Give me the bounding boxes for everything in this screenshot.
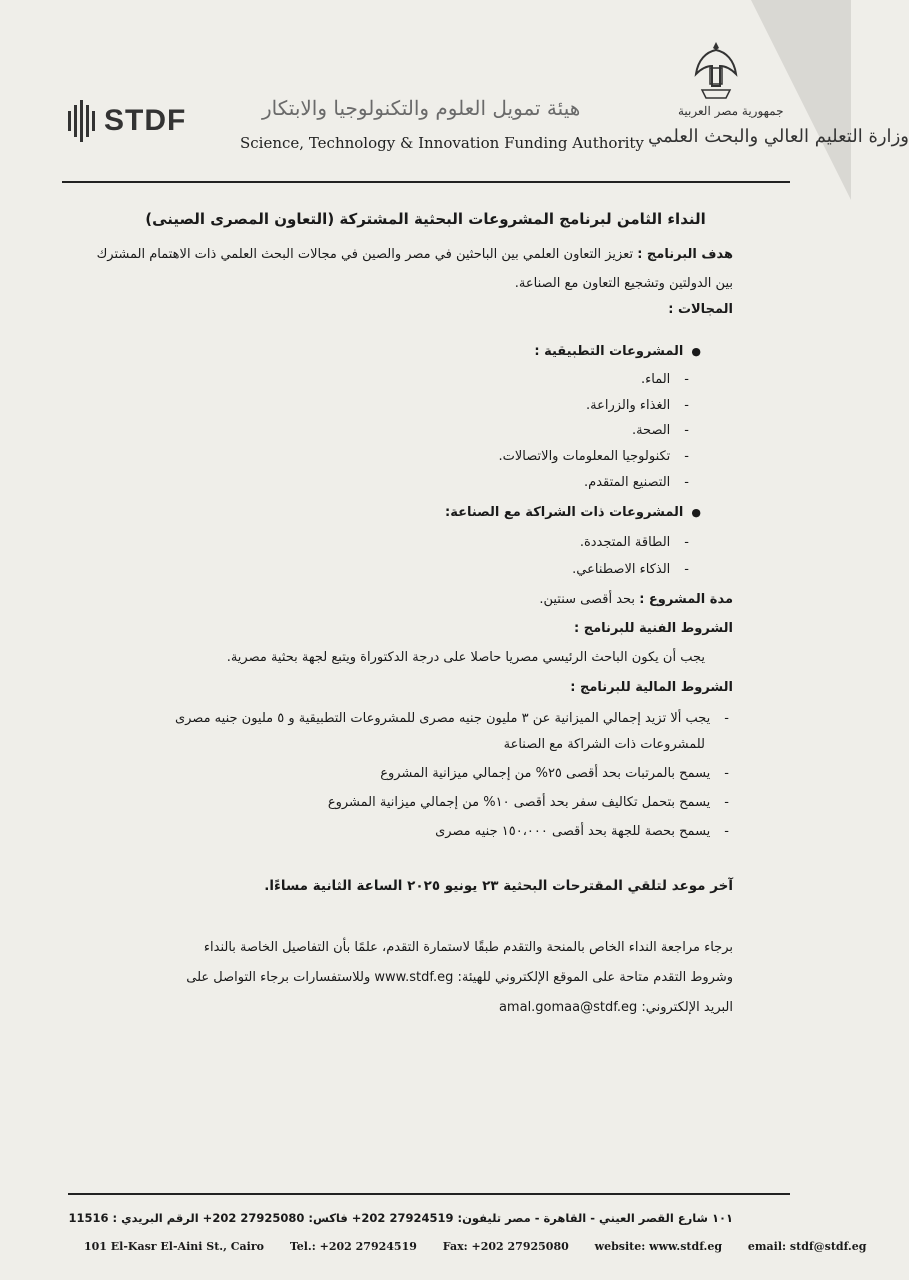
note-line: وشروط التقدم متاحة على الموقع الإلكتروني للهيئة: www.stdf.eg وللاستفسارات برجاء التواصل على <box>186 970 733 985</box>
authority-arabic-name: هيئة تمويل العلوم والتكنولوجيا والابتكار <box>262 96 581 120</box>
list-item: - يسمح بحصة للجهة بحد أقصى ١٥٠،٠٠٠ جنيه مصرى <box>435 824 729 839</box>
call-title: النداء الثامن لبرنامج المشروعات البحثية المشتركة (التعاون المصرى الصينى) <box>145 210 706 228</box>
fields-label: المجالات : <box>668 302 733 317</box>
list-item: - الطاقة المتجددة. <box>580 535 689 550</box>
list-item: - يسمح بتحمل تكاليف سفر بحد أقصى ١٠% من إجمالي ميزانية المشروع <box>328 795 729 810</box>
footer-address: 101 El-Kasr El-Aini St., Cairo <box>84 1240 264 1253</box>
republic-label: جمهورية مصر العربية <box>678 104 784 118</box>
list-item-cont: للمشروعات ذات الشراكة مع الصناعة <box>503 737 705 752</box>
footer-divider <box>68 1193 790 1195</box>
list-item: - الغذاء والزراعة. <box>586 398 689 413</box>
duration-label: مدة المشروع : <box>639 592 733 607</box>
logo-text: STDF <box>104 104 187 137</box>
note-line: برجاء مراجعة النداء الخاص بالمنحة والتقدم طبقًا لاستمارة التقدم، علمًا بأن التفاصيل الخاصة بالنداء <box>203 940 733 955</box>
technical-conditions-text: يجب أن يكون الباحث الرئيسي مصريا حاصلا على درجة الدكتوراة ويتبع لجهة بحثية مصرية. <box>226 650 705 665</box>
stdf-logo <box>68 98 186 144</box>
stdf-mark-icon <box>68 98 98 144</box>
goal-label: هدف البرنامج : <box>637 247 733 262</box>
goal-text-cont: بين الدولتين وتشجيع التعاون مع الصناعة. <box>514 276 733 291</box>
list-item: - تكنولوجيا المعلومات والاتصالات. <box>499 449 689 464</box>
list-item: - يجب ألا تزيد إجمالي الميزانية عن ٣ مليون جنيه مصرى للمشروعات التطبيقية و ٥ مليون جنيه مصرى <box>175 711 729 726</box>
list-item: - الذكاء الاصطناعي. <box>572 562 689 577</box>
financial-conditions-label: الشروط المالية للبرنامج : <box>570 680 733 695</box>
deadline: آخر موعد لتلقي المقترحات البحثية ٢٣ يونيو ٢٠٢٥ الساعة الثانية مساءًا. <box>264 878 733 894</box>
page-fold <box>751 0 851 200</box>
footer-arabic-address: ١٠١ شارع القصر العيني - القاهرة - مصر تليفون: 27924519 202+ فاكس: 27925080 202+ الرقم البريدي : 11516 <box>68 1211 733 1225</box>
list-item: - الصحة. <box>632 423 689 438</box>
applied-projects-heading: ● المشروعات التطبيقية : <box>534 344 701 359</box>
authority-english-name: Science, Technology & Innovation Funding Authority <box>240 134 644 152</box>
footer-tel: Tel.: +202 27924519 <box>289 1240 417 1253</box>
goal-line <box>97 247 733 262</box>
list-item: - الماء. <box>641 372 689 387</box>
list-item: - يسمح بالمرتبات بحد أقصى ٢٥% من إجمالي ميزانية المشروع <box>380 766 729 781</box>
footer-website: website: www.stdf.eg <box>594 1240 723 1253</box>
technical-conditions-label: الشروط الفنية للبرنامج : <box>574 621 733 636</box>
header-divider <box>62 181 790 183</box>
ministry-name: وزارة التعليم العالي والبحث العلمي <box>648 126 909 147</box>
list-item: - التصنيع المتقدم. <box>584 475 689 490</box>
footer-email: email: stdf@stdf.eg <box>747 1240 867 1253</box>
note-line: البريد الإلكتروني: amal.gomaa@stdf.eg <box>498 1000 733 1015</box>
footer-contact <box>84 1240 888 1253</box>
footer-fax: Fax: +202 27925080 <box>442 1240 569 1253</box>
industry-projects-heading: ● المشروعات ذات الشراكة مع الصناعة: <box>445 505 701 520</box>
duration-line <box>539 592 733 607</box>
goal-text: تعزيز التعاون العلمي بين الباحثين في مصر والصين في مجالات البحث العلمي ذات الاهتمام المشترك <box>96 247 638 262</box>
eagle-emblem-icon <box>692 40 740 102</box>
duration-text: بحد أقصى سنتين. <box>539 592 640 607</box>
